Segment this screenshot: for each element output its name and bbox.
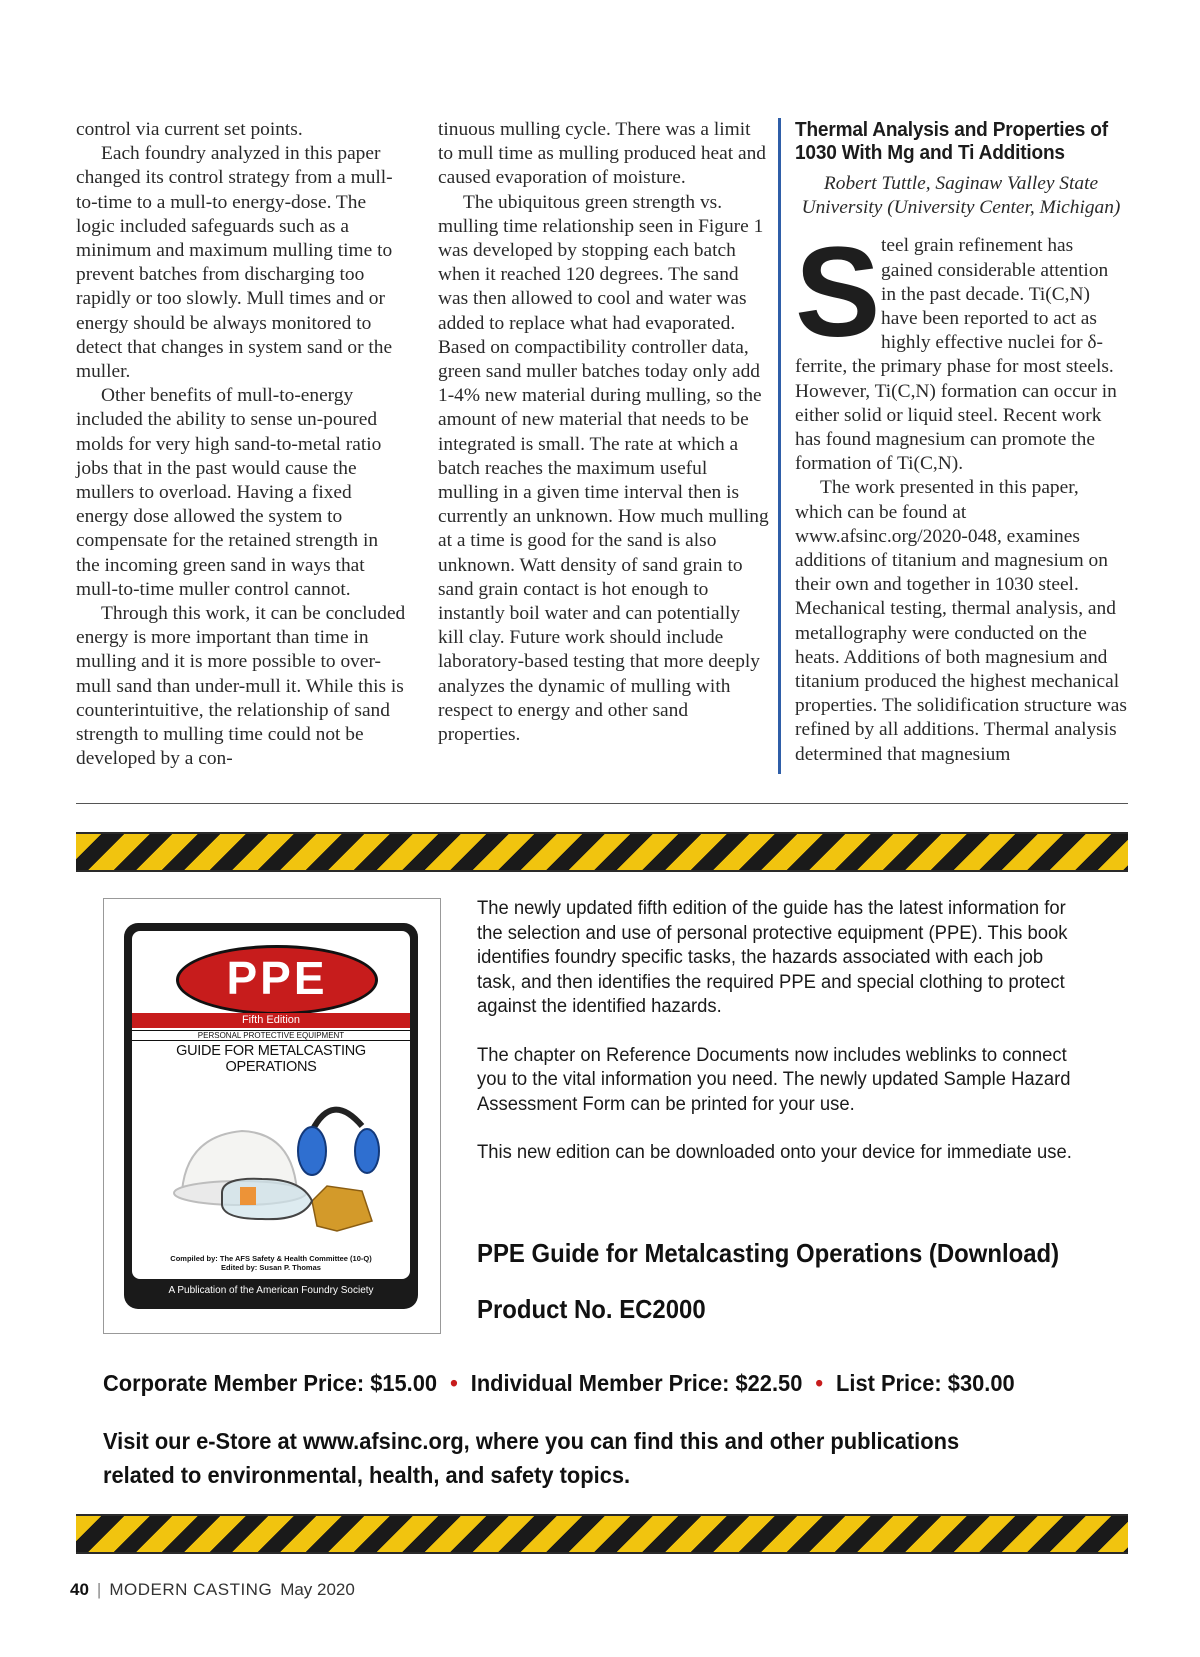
cover-edition: Fifth Edition bbox=[132, 1013, 410, 1028]
cover-compiled-by: Compiled by: The AFS Safety & Health Committee (10-Q) bbox=[170, 1254, 372, 1263]
article-paragraph: Each foundry analyzed in this paper changed its control strategy from a mull-to-time to a mull-to energy-dose. The logic included safeguards such as a minimum and maximum mulling time to prevent batches from discharging too rapidly or too slowly. Mull times and or energy should be always monitored to detect that changes in system sand or the muller. bbox=[76, 143, 393, 383]
product-number: Product No. EC2000 bbox=[477, 1294, 706, 1324]
price-list bbox=[103, 1370, 1126, 1397]
ad-paragraph: The chapter on Reference Documents now includes weblinks to connect you to the vital information you need. The newly updated Sample Hazard Assessment Form can be printed for your use. bbox=[477, 1043, 1071, 1115]
sidebar bbox=[795, 118, 1127, 767]
individual-price: Individual Member Price: $22.50 bbox=[470, 1370, 803, 1396]
cover-subtitle: PERSONAL PROTECTIVE EQUIPMENT bbox=[132, 1030, 410, 1041]
page-footer bbox=[70, 1580, 355, 1600]
cover-title: GUIDE FOR METALCASTING OPERATIONS bbox=[176, 1043, 366, 1075]
ppe-badge: PPE bbox=[176, 945, 378, 1015]
ppe-equipment-illustration bbox=[162, 1081, 382, 1251]
footer-separator: | bbox=[96, 1580, 102, 1599]
sidebar-paragraph: teel grain refinement has gained considerable attention in the past decade. Ti(C,N) have been reported to act as highly effective nuclei for δ-ferrite, the primary phase for most steels. However, Ti(C,N) formation can occur in either solid or liquid steel. Recent work has found magnesium can promote the formation of Ti(C,N). bbox=[795, 235, 1117, 475]
cover-panel bbox=[132, 931, 410, 1279]
corporate-price: Corporate Member Price: $15.00 bbox=[103, 1370, 438, 1396]
article-paragraph: The ubiquitous green strength vs. mulling time relationship seen in Figure 1 was developed by stopping each batch when it reached 120 degrees. The sand was then allowed to cool and water was added to replace what had evaporated. Based on compactibility controller data, green sand muller batches today only add 1-4% new material during mulling, so the amount of new material that needs to be integrated is small. The rate at which a batch reaches the maximum useful mulling in a given time interval then is currently an unknown. How much mulling at a time is good for the sand is also unknown. Watt density of sand grain to sand grain contact is hot enough to instantly boil water and can potentially kill clay. Future work should include laboratory-based testing that more deeply analyzes the dynamic of mulling with respect to energy and other sand properties. bbox=[438, 191, 769, 746]
list-price: List Price: $30.00 bbox=[836, 1370, 1015, 1396]
ad-paragraph: This new edition can be downloaded onto your device for immediate use. bbox=[477, 1141, 1072, 1163]
sidebar-accent-rule bbox=[778, 118, 781, 774]
section-divider bbox=[76, 803, 1128, 804]
sidebar-title: Thermal Analysis and Properties of 1030 With Mg and Ti Additions bbox=[795, 118, 1108, 164]
bullet-icon: • bbox=[450, 1370, 458, 1396]
cover-credits bbox=[132, 1254, 410, 1272]
article-column-1 bbox=[76, 118, 406, 771]
ppe-book-cover bbox=[103, 898, 441, 1334]
issue-date: May 2020 bbox=[280, 1580, 355, 1599]
article-column-2 bbox=[438, 118, 770, 747]
ad-description bbox=[477, 896, 1079, 1189]
cover-edited-by: Edited by: Susan P. Thomas bbox=[221, 1263, 321, 1272]
hazard-stripe-top bbox=[76, 832, 1128, 872]
article-paragraph: Other benefits of mull-to-energy included the ability to sense un-poured molds for very high sand-to-metal ratio jobs that in the past would cause the mullers to overload. Having a fixed energy dose allowed the system to compensate for the retained strength in the incoming green sand in ways that mull-to-time muller control cannot. bbox=[76, 385, 382, 600]
hazard-stripe-bottom bbox=[76, 1514, 1128, 1554]
estore-callout: Visit our e-Store at www.afsinc.org, where you can find this and other publications related to environmental, health, and safety topics. bbox=[103, 1428, 960, 1488]
product-title: PPE Guide for Metalcasting Operations (Download) bbox=[477, 1238, 1060, 1268]
cover-frame bbox=[124, 923, 418, 1309]
cover-publisher: A Publication of the American Foundry Society bbox=[168, 1285, 374, 1296]
sidebar-author: Robert Tuttle, Saginaw Valley State University (University Center, Michigan) bbox=[801, 173, 1121, 219]
bullet-icon: • bbox=[815, 1370, 824, 1396]
article-paragraph: tinuous mulling cycle. There was a limit to mull time as mulling produced heat and caused evaporation of moisture. bbox=[438, 119, 766, 189]
magazine-name: MODERN CASTING bbox=[109, 1580, 273, 1599]
sidebar-paragraph: The work presented in this paper, which can be found at www.afsinc.org/2020-048, examines additions of titanium and magnesium on their own and together in 1030 steel. Mechanical testing, thermal analysis, and metallography were conducted on the heats. Additions of both magnesium and titanium produced the highest mechanical properties. The solidification structure was refined by all additions. Thermal analysis determined that magnesium bbox=[795, 477, 1127, 765]
drop-cap: S bbox=[795, 221, 881, 365]
article-paragraph: control via current set points. bbox=[76, 119, 303, 140]
sidebar-body bbox=[795, 221, 1127, 766]
page-number: 40 bbox=[70, 1580, 89, 1599]
ad-paragraph: The newly updated fifth edition of the guide has the latest information for the selection and use of personal protective equipment (PPE). This book identifies foundry specific tasks, the hazards associated with each job task, and then identifies the required PPE and special clothing to protect against the identified hazards. bbox=[477, 897, 1068, 1017]
article-paragraph: Through this work, it can be concluded energy is more important than time in mulling and it is more possible to over-mull sand than under-mull it. While this is counterintuitive, the relationship of sand strength to mulling time could not be developed by a con- bbox=[76, 603, 406, 770]
